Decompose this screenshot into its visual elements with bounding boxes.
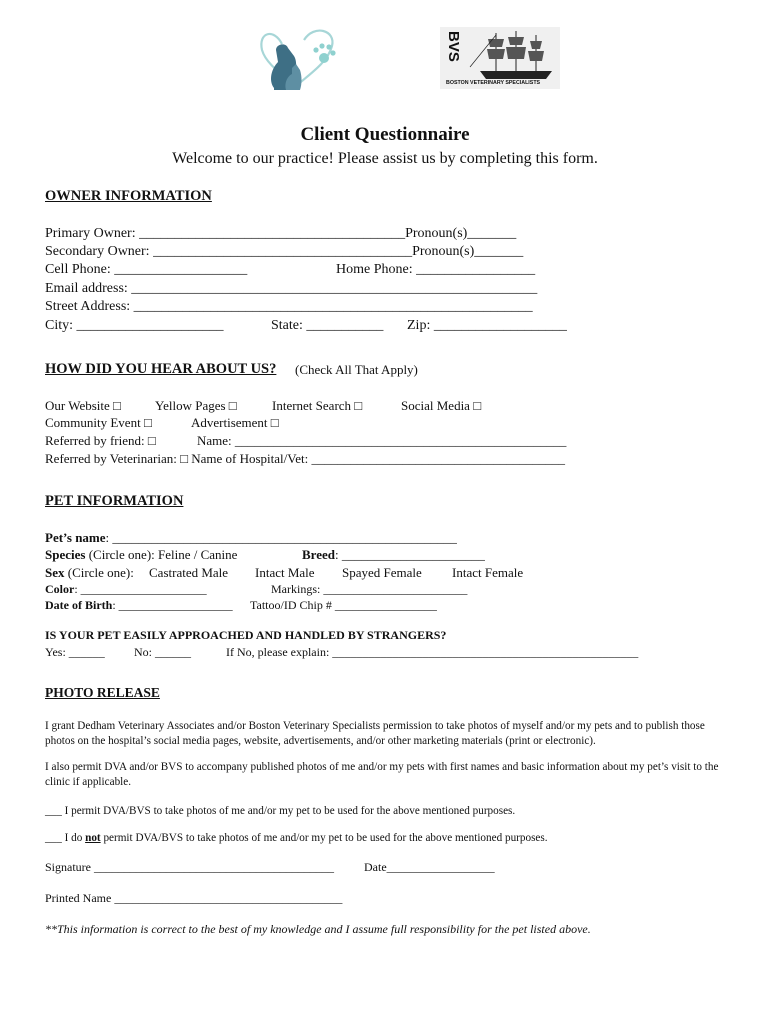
sex-option-spayed-female[interactable]: Spayed Female <box>342 565 422 580</box>
page-subtitle: Welcome to our practice! Please assist us by completing this form. <box>172 150 598 167</box>
pet-heading: PET INFORMATION <box>45 493 184 509</box>
street-address-field[interactable]: Street Address: _________________________________________________________ <box>45 299 533 314</box>
hear-heading: HOW DID YOU HEAR ABOUT US? <box>45 361 277 377</box>
dob-label: Date of Birth <box>45 598 113 612</box>
sex-field <box>45 565 134 581</box>
species-field[interactable] <box>45 547 237 563</box>
date-field[interactable]: Date__________________ <box>364 860 495 874</box>
approach-no-field[interactable]: No: ______ <box>134 645 191 659</box>
page-title: Client Questionnaire <box>300 124 470 145</box>
species-label: Species <box>45 547 86 562</box>
option-referred-vet[interactable]: Referred by Veterinarian: □ Name of Hospital/Vet: _______________________________________ <box>45 451 565 466</box>
dob-field[interactable] <box>45 598 233 613</box>
pet-name-line: : _____________________________________________________ <box>105 530 457 545</box>
pet-name-field[interactable] <box>45 530 457 546</box>
breed-field[interactable] <box>302 547 485 563</box>
photo-paragraph-1: I grant Dedham Veterinary Associates and/or Boston Veterinary Specialists permission to take photos of myself and/or my pets and to publish those photos on the hospital’s social media pages, website, advertisements, and/or other marketing materials (print or electronic). <box>45 720 705 747</box>
city-field[interactable]: City: _____________________ <box>45 318 224 333</box>
not-word: not <box>85 832 101 844</box>
signature-field[interactable]: Signature ________________________________________ <box>45 860 334 874</box>
photo-not-permit-option[interactable] <box>45 832 548 844</box>
option-advertisement[interactable]: Advertisement □ <box>191 415 279 430</box>
email-field[interactable]: Email address: __________________________________________________________ <box>45 281 538 296</box>
option-website[interactable]: Our Website □ <box>45 398 121 413</box>
photo-paragraph-2: I also permit DVA and/or BVS to accompany published photos of me and/or my pets with first names and basic information about my pet’s visit to the clinic if applicable. <box>45 761 719 788</box>
cell-phone-field[interactable]: Cell Phone: ___________________ <box>45 262 248 277</box>
friend-name-field[interactable]: Name: ___________________________________________________ <box>197 433 567 448</box>
species-text: (Circle one): Feline / Canine <box>85 547 238 562</box>
pet-name-label: Pet’s name <box>45 530 106 545</box>
not-permit-suffix: permit DVA/BVS to take photos of me and/or my pet to be used for the above mentioned purposes. <box>100 832 548 844</box>
breed-label: Breed <box>302 547 335 562</box>
sex-option-intact-male[interactable]: Intact Male <box>255 565 315 580</box>
bvs-caption: BOSTON VETERINARY SPECIALISTS <box>446 80 541 86</box>
markings-field[interactable]: Markings: ________________________ <box>271 582 468 596</box>
photo-permit-option[interactable]: ___ I permit DVA/BVS to take photos of me and/or my pet to be used for the above mentioned purposes. <box>45 805 516 817</box>
hear-note: (Check All That Apply) <box>295 362 418 377</box>
chip-field[interactable]: Tattoo/ID Chip # _________________ <box>250 598 437 612</box>
color-label: Color <box>45 582 75 596</box>
home-phone-field[interactable]: Home Phone: _________________ <box>336 262 536 277</box>
printed-name-field[interactable]: Printed Name ______________________________________ <box>45 891 343 905</box>
not-permit-prefix: ___ I do <box>45 832 86 844</box>
option-referred-friend[interactable]: Referred by friend: □ <box>45 433 156 448</box>
approach-explain-field[interactable]: If No, please explain: ___________________________________________________ <box>226 645 639 659</box>
sex-text: (Circle one): <box>64 565 134 580</box>
option-yellow-pages[interactable]: Yellow Pages □ <box>155 398 237 413</box>
sex-label: Sex <box>45 565 65 580</box>
approach-yes-field[interactable]: Yes: ______ <box>45 645 105 659</box>
pet-heart-paw-icon <box>252 22 340 96</box>
bvs-logo <box>440 27 560 89</box>
bvs-letters: BVS <box>445 31 462 62</box>
sex-option-intact-female[interactable]: Intact Female <box>452 565 524 580</box>
zip-field[interactable]: Zip: ___________________ <box>407 318 567 333</box>
breed-line: : ______________________ <box>334 547 485 562</box>
practice-logo <box>252 22 340 96</box>
color-line: : _____________________ <box>74 582 207 596</box>
owner-heading: OWNER INFORMATION <box>45 188 212 204</box>
photo-heading: PHOTO RELEASE <box>45 685 160 700</box>
sex-option-castrated-male[interactable]: Castrated Male <box>149 565 229 580</box>
state-field[interactable]: State: ___________ <box>271 318 384 333</box>
color-field[interactable] <box>45 582 207 597</box>
option-social-media[interactable]: Social Media □ <box>401 398 482 413</box>
option-internet-search[interactable]: Internet Search □ <box>272 398 363 413</box>
approach-question: IS YOUR PET EASILY APPROACHED AND HANDLED BY STRANGERS? <box>45 628 447 642</box>
primary-owner-field[interactable]: Primary Owner: ______________________________________Pronoun(s)_______ <box>45 226 517 241</box>
dob-line: : ___________________ <box>112 598 233 612</box>
secondary-owner-field[interactable]: Secondary Owner: _____________________________________Pronoun(s)_______ <box>45 244 524 259</box>
option-community-event[interactable]: Community Event □ <box>45 415 152 430</box>
responsibility-statement: **This information is correct to the best of my knowledge and I assume full responsibility for the pet listed above. <box>45 922 591 936</box>
